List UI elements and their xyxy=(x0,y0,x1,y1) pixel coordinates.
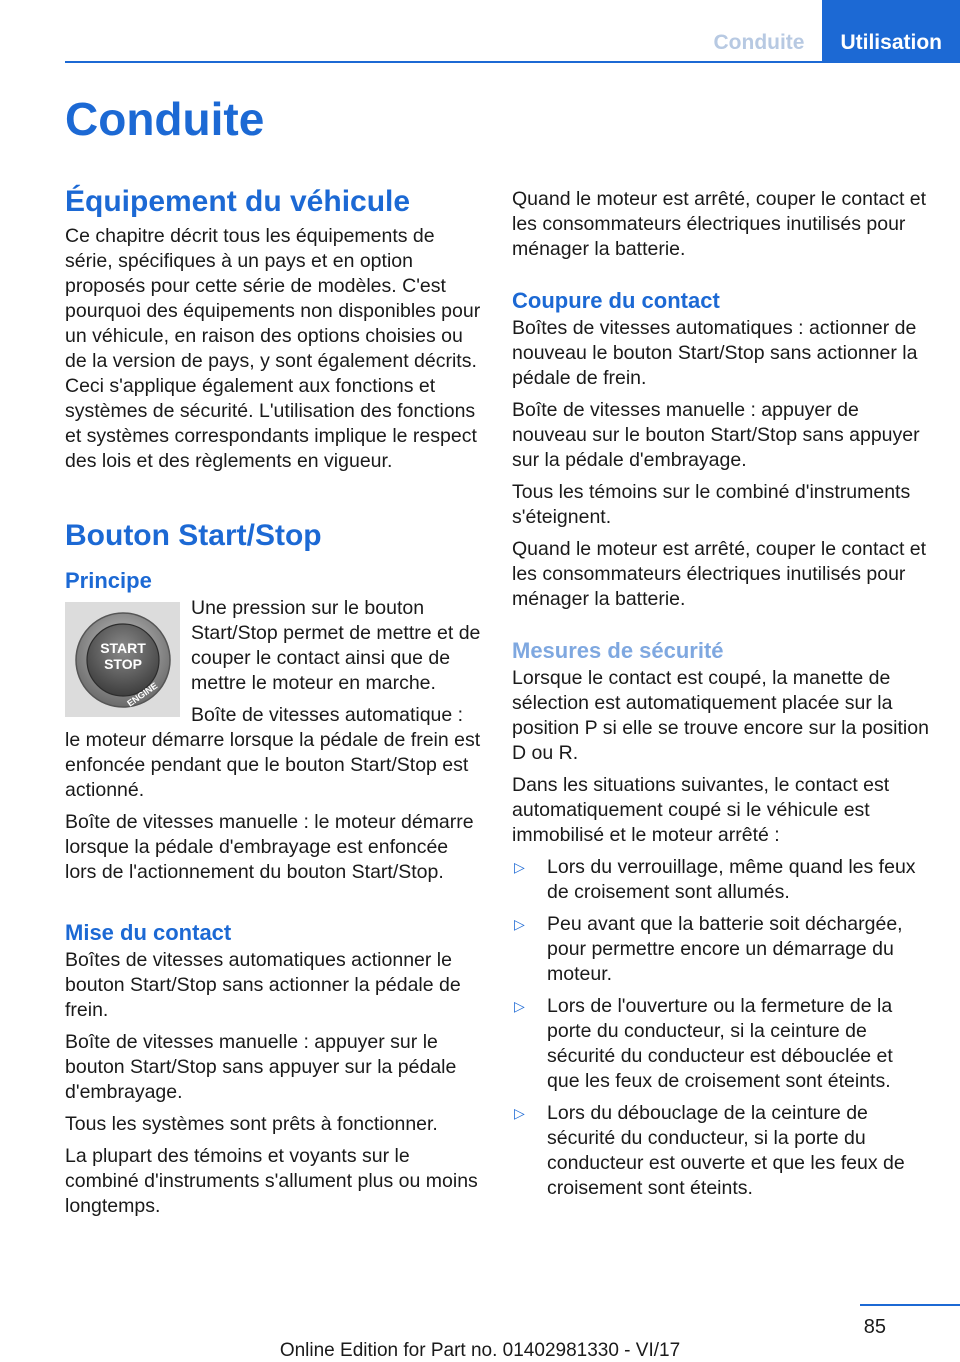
subsection-title-principe: Principe xyxy=(65,568,152,593)
subsection-title-mesures: Mesures de sécurité xyxy=(512,638,724,663)
start-stop-button-image xyxy=(65,602,180,717)
footer-divider xyxy=(860,1304,960,1306)
triangle-bullet-icon: ▷ xyxy=(514,998,525,1014)
paragraph-mise-manuelle: Boîte de vitesses manuelle : appuyer sur le bouton Start/Stop sans appuyer sur la pédale d'embrayage. xyxy=(65,1031,457,1103)
button-label-start: START xyxy=(99,639,146,656)
paragraph-temoins: La plupart des témoins et voyants sur le combiné d'instruments s'allument plus ou moins longtemps. xyxy=(65,1145,478,1217)
paragraph-mise-auto: Boîtes de vitesses automatiques actionner le bouton Start/Stop sans actionner la pédale de frein. xyxy=(65,949,461,1021)
list-item xyxy=(512,994,930,1094)
button-label-engine: ENGINE xyxy=(124,680,159,709)
tab-conduite[interactable]: Conduite xyxy=(713,31,805,54)
paragraph-moteur-arrete-2: Quand le moteur est arrêté, couper le contact et les consommateurs électriques inutilisés pour ménager la batterie. xyxy=(512,538,927,610)
principe-block xyxy=(65,596,483,803)
page-title: Conduite xyxy=(65,93,265,145)
paragraph-boite-manuelle: Boîte de vitesses manuelle : le moteur démarre lorsque la pédale d'embrayage est enfoncée lors de l'actionnement du bouton Start/Stop. xyxy=(65,811,474,883)
tab-utilisation[interactable]: Utilisation xyxy=(822,0,960,62)
paragraph-equipement: Ce chapitre décrit tous les équipements de série, spécifiques à un pays et en option proposés pour cette série de modèles. C'est pourquoi des équipements non disponibles pour un véhicule, en raison des options choisies ou de la version de pays, y sont également décrits. Ceci s'applique également aux fonctions et systèmes de sécurité. L'utilisation des fonctions et systèmes correspondants implique le respect des lois et des règlements en vigueur. xyxy=(65,225,481,472)
paragraph-principe: Une pression sur le bouton Start/Stop permet de mettre et de couper le contact ainsi que de mettre le moteur en marche. xyxy=(191,597,481,694)
left-column xyxy=(65,182,483,1219)
header-divider xyxy=(65,61,960,63)
bullet-text: Lors du verrouillage, même quand les feux de croisement sont allumés. xyxy=(547,856,916,903)
bullet-text: Lors de l'ouverture ou la fermeture de la porte du conducteur, si la ceinture de sécurité du conducteur est débouclée et que les feux de croisement sont éteints. xyxy=(547,995,893,1092)
bullet-text: Peu avant que la batterie soit déchargée, pour permettre encore un démarrage du moteur. xyxy=(547,913,903,985)
paragraph-temoins-eteignent: Tous les témoins sur le combiné d'instruments s'éteignent. xyxy=(512,481,911,528)
list-item xyxy=(512,1101,930,1201)
paragraph-systemes: Tous les systèmes sont prêts à fonctionner. xyxy=(65,1113,438,1135)
paragraph-coupure-auto: Boîtes de vitesses automatiques : actionner de nouveau le bouton Start/Stop sans actionner la pédale de frein. xyxy=(512,317,918,389)
header-nav xyxy=(696,0,960,62)
page-number: 85 xyxy=(863,1316,886,1338)
triangle-bullet-icon: ▷ xyxy=(514,1105,525,1121)
triangle-bullet-icon: ▷ xyxy=(514,859,525,875)
paragraph-mesures: Lorsque le contact est coupé, la manette de sélection est automatiquement placée sur la position P si elle se trouve encore sur la position D ou R. xyxy=(512,667,929,764)
paragraph-coupure-manuelle: Boîte de vitesses manuelle : appuyer de nouveau sur le bouton Start/Stop sans appuyer sur la pédale d'embrayage. xyxy=(512,399,920,471)
bullet-text: Lors du débouclage de la ceinture de sécurité du conducteur, si la porte du conducteur est ouverte et que les feux de croisement sont éteints. xyxy=(547,1102,905,1199)
paragraph-moteur-arrete: Quand le moteur est arrêté, couper le contact et les consommateurs électriques inutilisés pour ménager la batterie. xyxy=(512,188,927,260)
edition-note: Online Edition for Part no. 01402981330 - VI/17 xyxy=(279,1340,681,1361)
triangle-bullet-icon: ▷ xyxy=(514,916,525,932)
paragraph-situations: Dans les situations suivantes, le contact est automatiquement coupé si le véhicule est immobilisé et le moteur arrêté : xyxy=(512,774,890,846)
list-item xyxy=(512,855,930,905)
right-column xyxy=(512,187,930,1201)
button-label-stop: STOP xyxy=(103,655,142,672)
subsection-title-coupure: Coupure du contact xyxy=(512,288,720,313)
section-title-bouton: Bouton Start/Stop xyxy=(65,519,322,552)
section-title-equipement: Équipement du véhicule xyxy=(65,185,411,218)
list-item xyxy=(512,912,930,987)
subsection-title-mise: Mise du contact xyxy=(65,920,232,945)
paragraph-boite-auto: Boîte de vitesses automatique : le moteur démarre lorsque la pédale de frein est enfoncée pendant que le bouton Start/Stop est actionné. xyxy=(65,704,481,801)
start-stop-engine-icon xyxy=(74,611,172,709)
